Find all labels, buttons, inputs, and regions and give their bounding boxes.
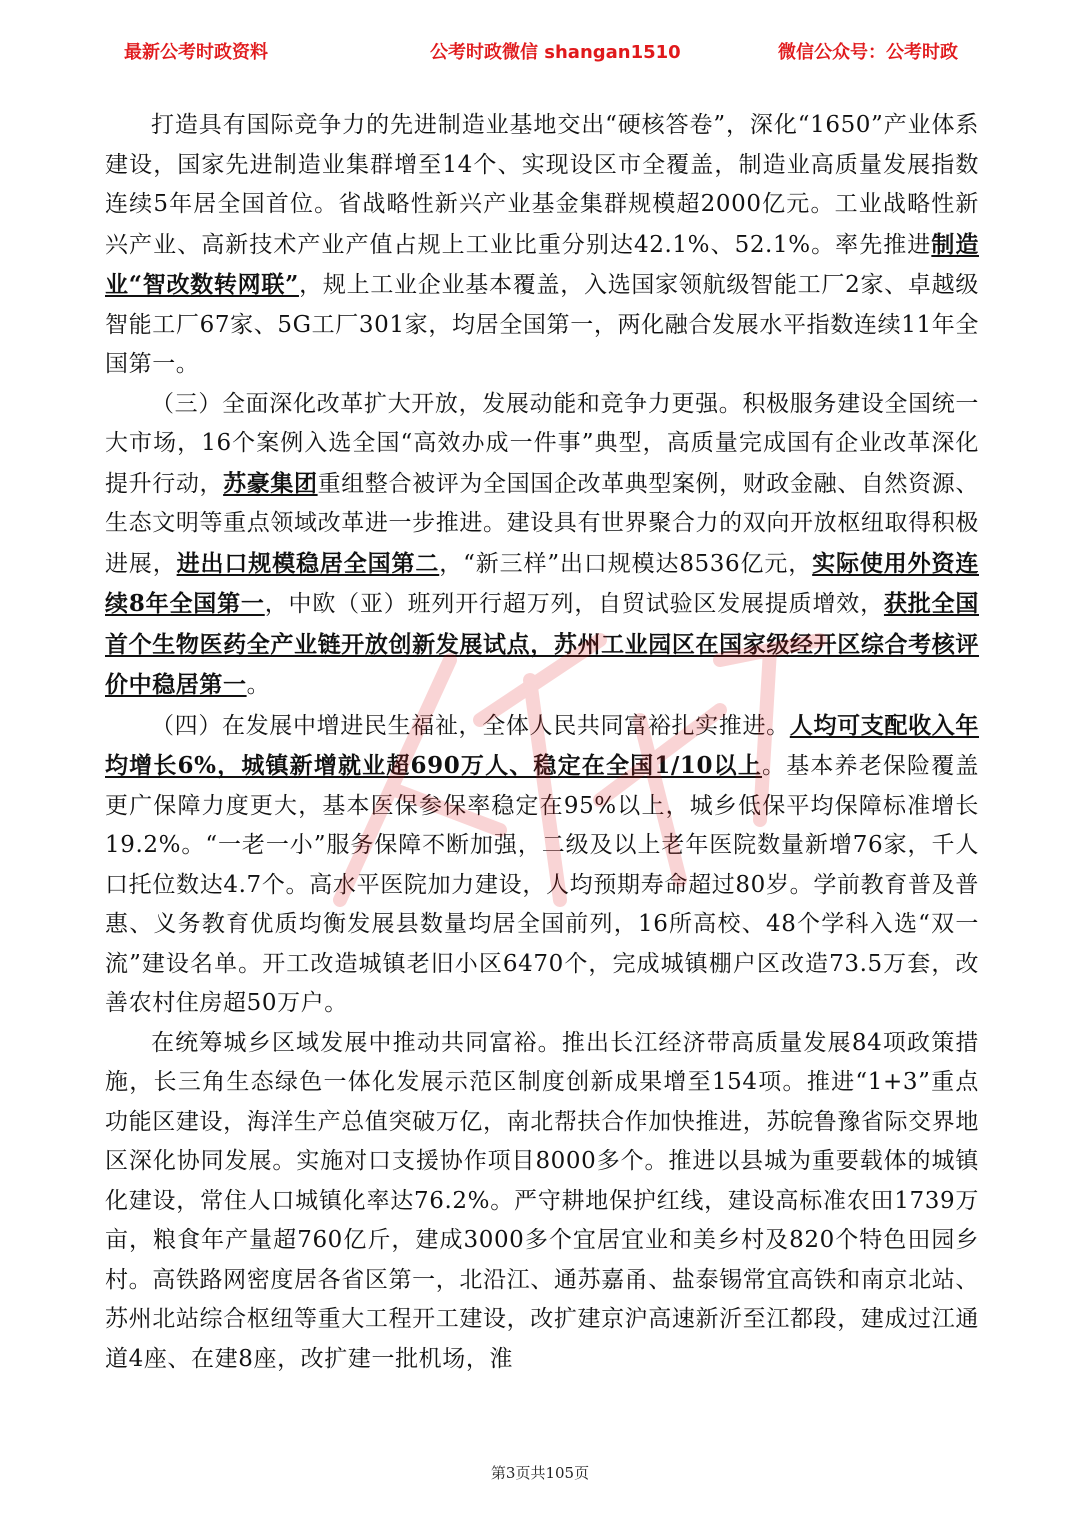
document-body: [105, 106, 979, 1379]
paragraph-text: 重组整合被评为全国国企改革典型案例，财政金融、自然资源、生态文明等重点领域改革进一步推进。建设具有世界聚合力的双向开放枢纽取得积极进展，: [105, 470, 979, 577]
paragraph-text: 。: [246, 672, 271, 698]
paragraph-text: （四）在发展中增进民生福祉，全体人民共同富裕扎实推进。: [151, 712, 790, 739]
emphasized-text: 实际使用外资连续8年全国第一: [105, 549, 979, 617]
paragraph-text: 在统筹城乡区域发展中推动共同富裕。推出长江经济带高质量发展84项政策措施，长三角生态绿色一体化发展示范区制度创新成果增至154项。推进“1+3”重点功能区建设，海洋生产总值突破万亿，南北帮扶合作加快推进，苏皖鲁豫省际交界地区深化协同发展。实施对口支援协作项目8000多个。推进以县城为重要载体的城镇化建设，常住人口城镇化率达76.2%。严守耕地保护红线，建设高标准农田1739万亩，粮食年产量超760亿斤，建成3000多个宜居宜业和美乡村及820个特色田园乡村。高铁路网密度居各省区第一，北沿江、通苏嘉甬、盐泰锡常宜高铁和南京北站、苏州北站综合枢纽等重大工程开工建设，改扩建京沪高速新沂至江都段，建成过江通道4座、在建8座，改扩建一批机场，淮: [105, 1029, 979, 1372]
page-number: 第3页共105页: [490, 1464, 590, 1482]
emphasized-text: 获批全国首个生物医药全产业链开放创新发展试点，苏州工业园区在国家级经开区综合考核评价中稳居第一: [105, 590, 979, 698]
paragraph-manufacturing: [105, 106, 979, 385]
emphasized-text: 苏豪集团: [223, 469, 318, 497]
emphasized-text: 制造业“智改数转网联”: [105, 230, 979, 298]
paragraph-text: ，“新三样”出口规模达8536亿元，: [439, 550, 813, 577]
header-center-text: 公考时政微信 shangan1510: [430, 42, 681, 63]
header-right-text: 微信公众号：公考时政: [778, 42, 958, 63]
paragraph-text: ，规上工业企业基本覆盖，入选国家领航级智能工厂2家、卓越级智能工厂67家、5G工厂301家，均居全国第一，两化融合发展水平指数连续11年全国第一。: [105, 272, 979, 377]
header-left-text: 最新公考时政资料: [124, 42, 268, 63]
paragraph-text: 打造具有国际竞争力的先进制造业基地交出“硬核答卷”，深化“1650”产业体系建设，国家先进制造业集群增至14个、实现设区市全覆盖，制造业高质量发展指数连续5年居全国首位。省战略性新兴产业基金集群规模超2000亿元。工业战略性新兴产业、高新技术产业产值占规上工业比重分别达42.1%、52.1%。率先推进: [105, 112, 979, 258]
paragraph-text: （三）全面深化改革扩大开放，发展动能和竞争力更强。积极服务建设全国统一大市场，16个案例入选全国“高效办成一件事”典型，高质量完成国有企业改革深化提升行动，: [105, 390, 979, 497]
emphasized-text: 人均可支配收入年均增长6%，城镇新增就业超690万人、稳定在全国1/10以上: [105, 711, 979, 779]
page-footer: [0, 1462, 1080, 1483]
paragraph-text: ，中欧（亚）班列开行超万列，自贸试验区发展提质增效，: [264, 591, 884, 617]
paragraph-urban-rural: [105, 1024, 979, 1380]
emphasized-text: 进出口规模稳居全国第二: [176, 549, 440, 577]
page-header: [0, 34, 1080, 66]
paragraph-reform-opening: [105, 385, 979, 706]
paragraph-livelihood: [105, 706, 979, 1024]
paragraph-text: 。基本养老保险覆盖更广保障力度更大，基本医保参保率稳定在95%以上，城乡低保平均保障标准增长19.2%。“一老一小”服务保障不断加强，二级及以上老年医院数量新增76家，千人口托位数达4.7个。高水平医院加力建设，人均预期寿命超过80岁。学前教育普及普惠、义务教育优质均衡发展县数量均居全国前列，16所高校、48个学科入选“双一流”建设名单。开工改造城镇老旧小区6470个，完成城镇棚户区改造73.5万套，改善农村住房超50万户。: [105, 753, 979, 1016]
